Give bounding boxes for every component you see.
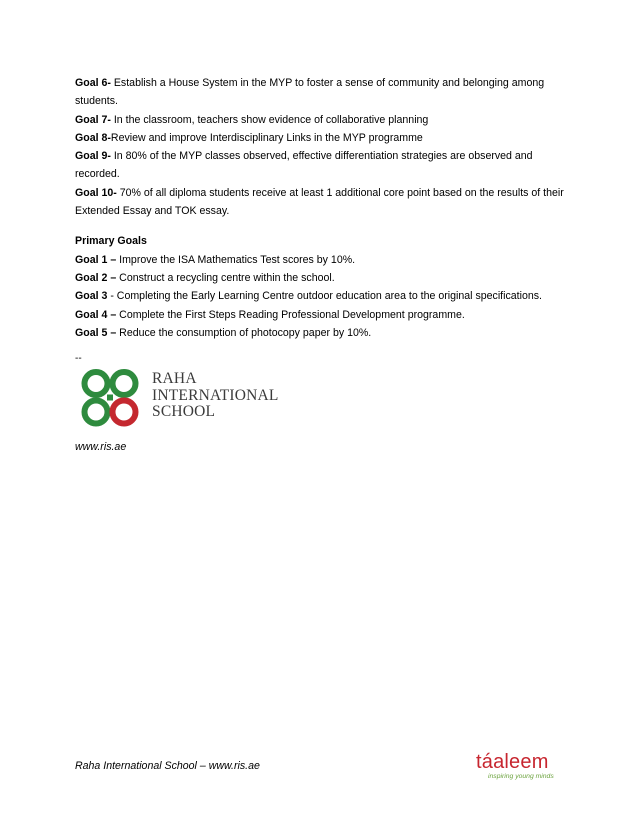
raha-school-logo (80, 368, 280, 430)
goal-9-continuation: recorded. (75, 168, 120, 181)
primary-goal-4 (75, 306, 575, 324)
primary-goal-4-text: Complete the First Steps Reading Professional Development programme. (116, 308, 465, 321)
goal-10-text: 70% of all diploma students receive at least 1 additional core point based on the results of their (116, 186, 564, 199)
goal-9-text: In 80% of the MYP classes observed, effective differentiation strategies are observed and (110, 150, 533, 163)
goal-9-label: Goal 9- (75, 150, 111, 163)
goal-7-label: Goal 7- (75, 113, 111, 126)
raha-logo-wordmark (152, 371, 279, 421)
primary-goal-1 (75, 251, 575, 269)
goal-10-line (75, 184, 575, 202)
signature-separator: -- (75, 353, 82, 365)
section-gap (75, 220, 575, 232)
primary-goal-1-label: Goal 1 – (75, 253, 117, 266)
primary-goal-3-label: Goal 3 (75, 290, 108, 303)
primary-goal-1-text: Improve the ISA Mathematics Test scores by 10%. (116, 253, 356, 266)
goal-8-label: Goal 8- (75, 131, 111, 144)
goal-7-line (75, 111, 575, 129)
primary-goal-2-text: Construct a recycling centre within the school. (116, 271, 335, 284)
website-link[interactable]: www.ris.ae (75, 441, 127, 453)
goal-10-label: Goal 10- (75, 186, 117, 199)
primary-goal-4-label: Goal 4 – (75, 308, 117, 321)
goal-8-text: Review and improve Interdisciplinary Links in the MYP programme (110, 131, 423, 144)
goal-6-continuation: students. (75, 95, 118, 108)
goal-6-line (75, 74, 575, 92)
logo-line-3: SCHOOL (152, 403, 216, 420)
primary-goal-5-label: Goal 5 – (75, 326, 117, 339)
primary-goal-5 (75, 324, 575, 342)
document-body (75, 74, 575, 368)
primary-goals-heading: Primary Goals (75, 235, 147, 248)
taaleem-wordmark: táaleem (476, 751, 549, 773)
goal-8-line (75, 129, 575, 147)
taaleem-tagline: inspiring young minds (488, 773, 554, 780)
goal-6-text: Establish a House System in the MYP to foster a sense of community and belonging among (110, 77, 545, 89)
primary-goal-3-text: - Completing the Early Learning Centre outdoor education area to the original specifications. (107, 290, 542, 303)
primary-goal-2-label: Goal 2 – (75, 271, 117, 284)
goal-7-text: In the classroom, teachers show evidence of collaborative planning (110, 113, 429, 126)
goal-6-label: Goal 6- (75, 77, 111, 89)
logo-line-2: INTERNATIONAL (152, 386, 279, 404)
goal-10-continuation: Extended Essay and TOK essay. (75, 205, 230, 218)
primary-goal-5-text: Reduce the consumption of photocopy paper by 10%. (116, 326, 372, 339)
goal-9-line (75, 147, 575, 165)
logo-line-1: RAHA (152, 370, 197, 387)
taaleem-logo (476, 752, 566, 788)
raha-logo-emblem (80, 368, 144, 430)
page-footer-text: Raha International School – www.ris.ae (75, 760, 260, 772)
primary-goal-3 (75, 287, 575, 305)
primary-goal-2 (75, 269, 575, 287)
